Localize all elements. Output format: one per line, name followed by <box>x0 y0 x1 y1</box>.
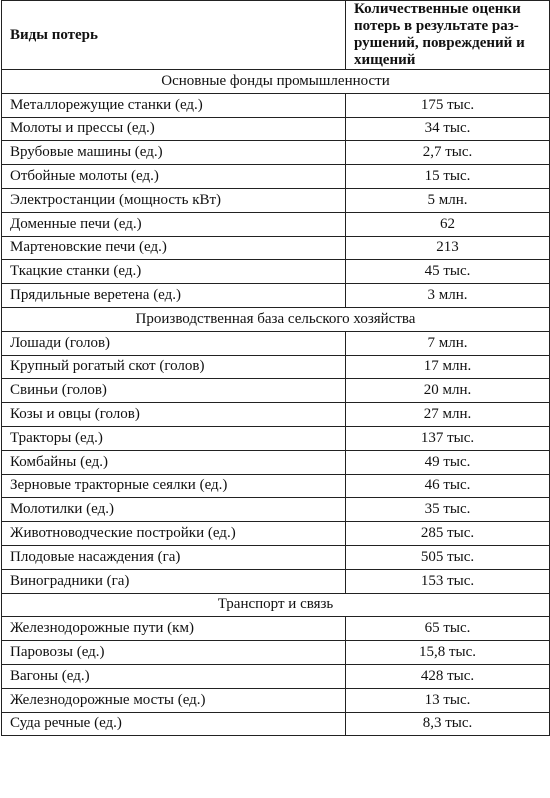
loss-type-cell: Лошади (голов) <box>2 331 346 355</box>
table-row <box>2 284 550 308</box>
loss-type-cell: Мартеновские печи (ед.) <box>2 236 346 260</box>
loss-type-cell: Зерновые тракторные сеялки (ед.) <box>2 474 346 498</box>
loss-type-cell: Животноводческие постройки (ед.) <box>2 522 346 546</box>
loss-value-cell: 35 тыс. <box>346 498 550 522</box>
table-header <box>2 1 550 70</box>
table-row <box>2 545 550 569</box>
loss-type-cell: Металлорежущие станки (ед.) <box>2 93 346 117</box>
table-row <box>2 474 550 498</box>
loss-type-cell: Тракторы (ед.) <box>2 426 346 450</box>
loss-value-cell: 175 тыс. <box>346 93 550 117</box>
loss-type-cell: Железнодорожные мосты (ед.) <box>2 688 346 712</box>
loss-type-cell: Отбойные молоты (ед.) <box>2 165 346 189</box>
table-row <box>2 165 550 189</box>
table-row <box>2 188 550 212</box>
section-title: Основные фонды промышленности <box>2 70 550 94</box>
loss-value-cell: 428 тыс. <box>346 664 550 688</box>
loss-value-cell: 15 тыс. <box>346 165 550 189</box>
loss-value-cell: 5 млн. <box>346 188 550 212</box>
loss-value-cell: 13 тыс. <box>346 688 550 712</box>
loss-value-cell: 3 млн. <box>346 284 550 308</box>
loss-type-cell: Комбайны (ед.) <box>2 450 346 474</box>
loss-value-cell: 20 млн. <box>346 379 550 403</box>
table-row <box>2 379 550 403</box>
table-row <box>2 403 550 427</box>
loss-type-cell: Ткацкие станки (ед.) <box>2 260 346 284</box>
loss-value-cell: 27 млн. <box>346 403 550 427</box>
loss-value-cell: 17 млн. <box>346 355 550 379</box>
loss-type-cell: Суда речные (ед.) <box>2 712 346 736</box>
table-row <box>2 617 550 641</box>
header-quantitative-estimates: Количественные оценки потерь в результате разрушений, повреждений и хищений <box>346 1 550 70</box>
loss-value-cell: 8,3 тыс. <box>346 712 550 736</box>
loss-type-cell: Врубовые машины (ед.) <box>2 141 346 165</box>
section-title: Производственная база сельского хозяйства <box>2 307 550 331</box>
loss-type-cell: Вагоны (ед.) <box>2 664 346 688</box>
table-row <box>2 450 550 474</box>
loss-value-cell: 153 тыс. <box>346 569 550 593</box>
table-row <box>2 641 550 665</box>
table-row <box>2 141 550 165</box>
section-title: Транспорт и связь <box>2 593 550 617</box>
loss-type-cell: Железнодорожные пути (км) <box>2 617 346 641</box>
table-row <box>2 498 550 522</box>
loss-type-cell: Паровозы (ед.) <box>2 641 346 665</box>
table-row <box>2 522 550 546</box>
table-row <box>2 426 550 450</box>
loss-value-cell: 7 млн. <box>346 331 550 355</box>
loss-value-cell: 62 <box>346 212 550 236</box>
loss-type-cell: Свиньи (голов) <box>2 379 346 403</box>
table-row <box>2 212 550 236</box>
table-row <box>2 664 550 688</box>
table-row <box>2 569 550 593</box>
loss-value-cell: 505 тыс. <box>346 545 550 569</box>
table-row <box>2 260 550 284</box>
loss-value-cell: 137 тыс. <box>346 426 550 450</box>
table-row <box>2 93 550 117</box>
loss-type-cell: Электростанции (мощность кВт) <box>2 188 346 212</box>
section-row <box>2 307 550 331</box>
loss-value-cell: 45 тыс. <box>346 260 550 284</box>
loss-type-cell: Крупный рогатый скот (голов) <box>2 355 346 379</box>
table-row <box>2 712 550 736</box>
loss-value-cell: 34 тыс. <box>346 117 550 141</box>
loss-value-cell: 49 тыс. <box>346 450 550 474</box>
loss-type-cell: Плодовые насаждения (га) <box>2 545 346 569</box>
table-row <box>2 117 550 141</box>
header-row <box>2 1 550 70</box>
loss-value-cell: 213 <box>346 236 550 260</box>
loss-value-cell: 15,8 тыс. <box>346 641 550 665</box>
loss-value-cell: 285 тыс. <box>346 522 550 546</box>
table-row <box>2 331 550 355</box>
loss-type-cell: Доменные печи (ед.) <box>2 212 346 236</box>
loss-type-cell: Козы и овцы (голов) <box>2 403 346 427</box>
loss-type-cell: Прядильные веретена (ед.) <box>2 284 346 308</box>
header-loss-type: Виды потерь <box>2 1 346 70</box>
loss-value-cell: 65 тыс. <box>346 617 550 641</box>
table-row <box>2 688 550 712</box>
losses-table <box>1 0 550 736</box>
loss-type-cell: Виноградники (га) <box>2 569 346 593</box>
loss-type-cell: Молоты и прессы (ед.) <box>2 117 346 141</box>
table-container <box>1 0 549 736</box>
loss-value-cell: 2,7 тыс. <box>346 141 550 165</box>
table-row <box>2 355 550 379</box>
loss-value-cell: 46 тыс. <box>346 474 550 498</box>
loss-type-cell: Молотилки (ед.) <box>2 498 346 522</box>
table-body <box>2 70 550 736</box>
section-row <box>2 70 550 94</box>
section-row <box>2 593 550 617</box>
table-row <box>2 236 550 260</box>
